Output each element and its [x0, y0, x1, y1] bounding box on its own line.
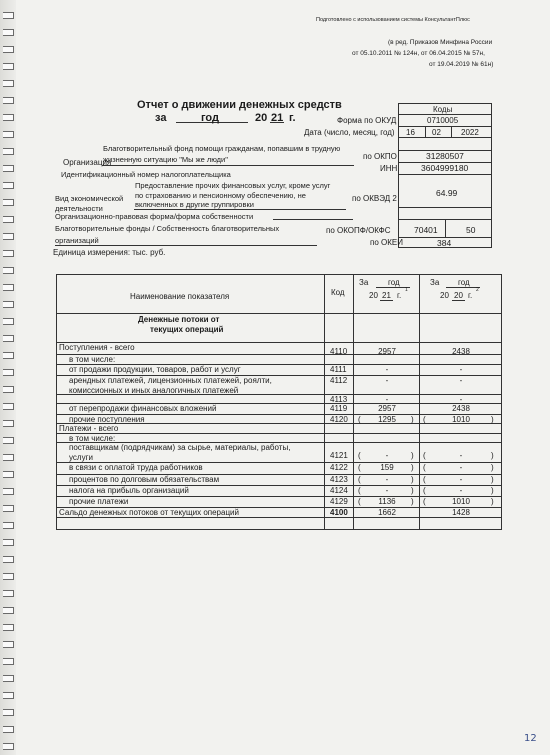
activity-line-1: Предоставление прочих финансовых услуг, кроме услуг: [135, 181, 331, 190]
okfs-code: 50: [466, 225, 476, 235]
consultant-note: Подготовлено с использованием системы КонсультантПлюс: [316, 17, 470, 23]
row-code: 4123: [330, 475, 348, 484]
unit-label: Единица измерения: тыс. руб.: [53, 248, 166, 257]
row-label: Сальдо денежных потоков от текущих операций: [59, 508, 239, 517]
row-code: 4120: [330, 415, 348, 424]
row-value-previous: 1428: [452, 508, 470, 517]
row-code: 4113: [330, 395, 348, 404]
date-month: 02: [432, 128, 441, 137]
edition-line-2: от 05.10.2011 № 124н, от 06.04.2015 № 57н,: [352, 50, 485, 57]
negative-bracket: ): [411, 497, 414, 506]
negative-bracket: (: [423, 451, 426, 460]
okpo-label: по ОКПО: [363, 152, 397, 161]
row-label: арендных платежей, лицензионных платежей, роялти,: [69, 376, 272, 385]
okei-code: 384: [437, 238, 452, 248]
row-code: 4112: [330, 376, 348, 385]
row-code: 4111: [330, 365, 347, 374]
row-value-current: -: [385, 395, 389, 404]
title-year: 21: [271, 112, 284, 124]
row-value-previous: -: [459, 365, 463, 374]
col-name-header: Наименование показателя: [130, 292, 230, 301]
row-value-current: -: [385, 376, 389, 385]
negative-bracket: (: [423, 463, 426, 472]
okopf-label: по ОКОПФ/ОКФС: [326, 226, 391, 235]
row-value-previous: -: [459, 451, 463, 460]
section-line-2: текущих операций: [150, 325, 224, 334]
col4-year: 20: [454, 291, 463, 300]
negative-bracket: ): [411, 415, 414, 424]
row-code: 4121: [330, 451, 348, 460]
negative-bracket: ): [491, 486, 494, 495]
col4-za: За: [430, 278, 440, 287]
legal-form-line-1: Благотворительные фонды / Собственность благотворительных: [55, 224, 280, 233]
row-label: в связи с оплатой труда работников: [69, 463, 203, 472]
report-title: Отчет о движении денежных средств: [137, 99, 342, 111]
col3-year-prefix: 20: [369, 291, 378, 300]
inn-full-label: Идентификационный номер налогоплательщика: [61, 170, 231, 179]
row-value-current: -: [385, 365, 389, 374]
negative-bracket: (: [358, 451, 361, 460]
negative-bracket: ): [411, 486, 414, 495]
row-value-previous: -: [459, 486, 463, 495]
row-label: Поступления - всего: [59, 343, 135, 352]
row-label: в том числе:: [69, 434, 116, 443]
negative-bracket: ): [491, 475, 494, 484]
row-label: прочие поступления: [69, 415, 145, 424]
codes-header: Коды: [433, 105, 453, 114]
row-value-current: -: [385, 475, 389, 484]
inn-label: ИНН: [380, 164, 398, 173]
page-number: 12: [524, 733, 537, 744]
okud-code: 0710005: [427, 116, 459, 125]
okopf-code: 70401: [414, 225, 438, 235]
negative-bracket: (: [358, 463, 361, 472]
negative-bracket: ): [491, 497, 494, 506]
row-value-previous: -: [459, 376, 463, 385]
row-value-current: 1662: [378, 508, 396, 517]
col3-year: 21: [382, 291, 391, 300]
negative-bracket: ): [491, 415, 494, 424]
title-year-suffix: г.: [289, 112, 296, 124]
row-code: 4110: [330, 347, 348, 356]
negative-bracket: ): [411, 463, 414, 472]
okud-label: Форма по ОКУД: [337, 116, 397, 125]
org-name-line-2: жизненную ситуацию "Мы же люди": [103, 155, 228, 164]
row-value-current: 159: [380, 463, 394, 472]
okei-label: по ОКЕИ: [370, 238, 403, 247]
row-code: 4129: [330, 497, 348, 506]
row-label: в том числе:: [69, 355, 116, 364]
okved-code: 64.99: [436, 188, 458, 198]
row-value-previous: 2438: [452, 347, 470, 356]
col4-suffix: г.: [468, 291, 473, 300]
edition-line-3: от 19.04.2019 № 61н): [429, 61, 494, 68]
activity-line-3: включенных в другие группировки: [135, 200, 254, 209]
row-code: 4100: [330, 508, 348, 517]
negative-bracket: (: [358, 497, 361, 506]
row-value-previous: -: [459, 395, 463, 404]
row-value-previous: 2438: [452, 404, 470, 413]
activity-label-2: деятельности: [55, 204, 103, 213]
title-year-prefix: 20: [255, 112, 268, 124]
row-value-current: 1295: [378, 415, 396, 424]
section-line-1: Денежные потоки от: [138, 315, 220, 324]
col4-period: год: [458, 278, 470, 287]
row-label-line-2: комиссионных и иных аналогичных платежей: [69, 386, 239, 395]
title-period: год: [201, 112, 219, 124]
negative-bracket: (: [358, 475, 361, 484]
col-code-header: Код: [331, 288, 345, 297]
row-label: процентов по долговым обязательствам: [69, 475, 220, 484]
legal-form-line-2: организаций: [55, 236, 99, 245]
negative-bracket: (: [423, 497, 426, 506]
row-value-current: -: [385, 451, 389, 460]
activity-line-2: по страхованию и пенсионному обеспечению, не: [135, 191, 306, 200]
col4-year-prefix: 20: [440, 291, 449, 300]
negative-bracket: ): [411, 451, 414, 460]
row-label: от перепродажи финансовых вложений: [69, 404, 217, 413]
row-value-current: 2957: [378, 404, 396, 413]
org-name-line-1: Благотворительный фонд помощи гражданам, попавшим в трудную: [103, 144, 341, 153]
title-za: за: [155, 112, 167, 124]
negative-bracket: (: [358, 486, 361, 495]
row-label: от продажи продукции, товаров, работ и услуг: [69, 365, 241, 374]
col3-suffix: г.: [397, 291, 402, 300]
col3-note: 1: [405, 287, 408, 293]
negative-bracket: (: [423, 475, 426, 484]
row-value-previous: 1010: [452, 415, 470, 424]
date-label: Дата (число, месяц, год): [304, 128, 395, 137]
legal-form-label: Организационно-правовая форма/форма собственности: [55, 212, 254, 221]
okpo-code: 31280507: [426, 151, 464, 161]
negative-bracket: ): [491, 463, 494, 472]
row-value-previous: -: [459, 463, 463, 472]
row-value-current: 1136: [378, 497, 396, 506]
row-code: 4119: [330, 404, 348, 413]
edition-line-1: (в ред. Приказов Минфина России: [388, 39, 493, 46]
negative-bracket: (: [423, 486, 426, 495]
date-day: 16: [406, 128, 415, 137]
row-value-current: 2957: [378, 347, 396, 356]
row-code: 4122: [330, 463, 348, 472]
col3-period: год: [388, 278, 400, 287]
col4-note: 2: [476, 287, 479, 293]
col3-za: За: [359, 278, 369, 287]
inn-code: 3604999180: [421, 163, 469, 173]
negative-bracket: (: [423, 415, 426, 424]
okved-label: по ОКВЭД 2: [352, 194, 397, 203]
row-label: Платежи - всего: [59, 424, 119, 433]
row-code: 4124: [330, 486, 348, 495]
row-value-current: -: [385, 486, 389, 495]
org-label: Организация: [63, 158, 112, 167]
negative-bracket: (: [358, 415, 361, 424]
activity-label-1: Вид экономической: [55, 194, 124, 203]
row-label-line-2: услуги: [69, 453, 93, 462]
negative-bracket: ): [491, 451, 494, 460]
row-value-previous: -: [459, 475, 463, 484]
row-label: поставщикам (подрядчикам) за сырье, материалы, работы,: [69, 443, 291, 452]
negative-bracket: ): [411, 475, 414, 484]
row-label: налога на прибыль организаций: [69, 486, 189, 495]
row-value-previous: 1010: [452, 497, 470, 506]
row-label: прочие платежи: [69, 497, 129, 506]
date-year: 2022: [461, 128, 479, 137]
